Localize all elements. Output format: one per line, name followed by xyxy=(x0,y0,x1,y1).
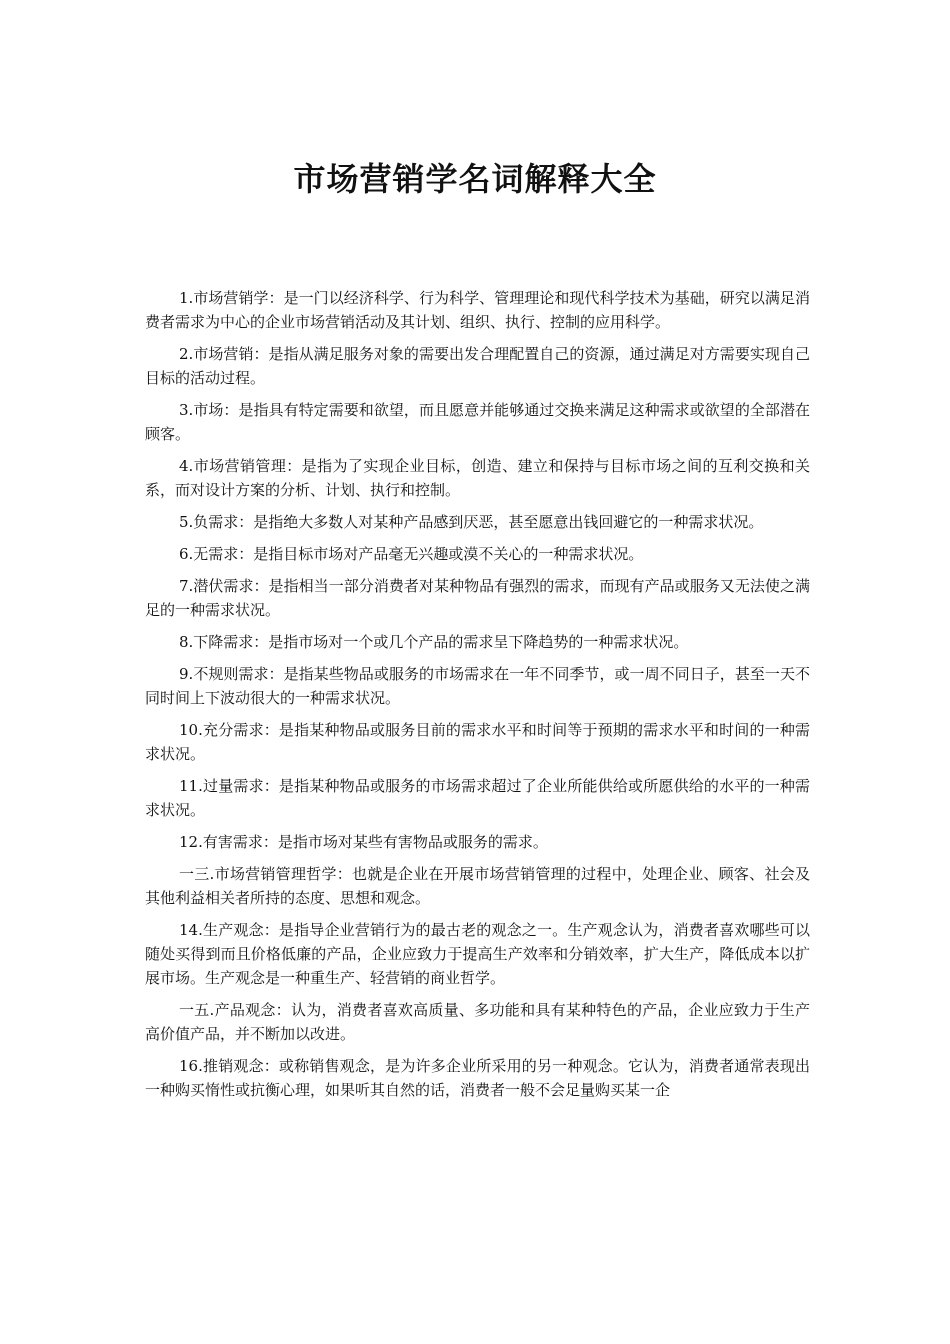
paragraph-6: 6.无需求：是指目标市场对产品毫无兴趣或漠不关心的一种需求状况。 xyxy=(179,545,644,563)
paragraph-12: 12.有害需求：是指市场对某些有害物品或服务的需求。 xyxy=(179,833,548,851)
paragraph-14: 14.生产观念：是指导企业营销行为的最古老的观念之一。生产观念认为，消费者喜欢哪些可以随处买得到而且价格低廉的产品，企业应致力于提高生产效率和分销效率，扩大生产，降低成本以扩展市场。生产观念是一种重生产、轻营销的商业哲学。 xyxy=(145,921,810,987)
paragraph-15: 一五.产品观念：认为，消费者喜欢高质量、多功能和具有某种特色的产品，企业应致力于生产高价值产品，并不断加以改进。 xyxy=(145,1001,810,1043)
paragraph-5: 5.负需求：是指绝大多数人对某种产品感到厌恶，甚至愿意出钱回避它的一种需求状况。 xyxy=(179,513,764,531)
document-body xyxy=(145,286,810,1110)
paragraph-4: 4.市场营销管理：是指为了实现企业目标，创造、建立和保持与目标市场之间的互利交换和关系，而对设计方案的分析、计划、执行和控制。 xyxy=(145,457,810,499)
paragraph-3: 3.市场：是指具有特定需要和欲望，而且愿意并能够通过交换来满足这种需求或欲望的全部潜在顾客。 xyxy=(145,401,810,443)
paragraph-8: 8.下降需求：是指市场对一个或几个产品的需求呈下降趋势的一种需求状况。 xyxy=(179,633,689,651)
paragraph-16: 16.推销观念：或称销售观念，是为许多企业所采用的另一种观念。它认为，消费者通常表现出一种购买惰性或抗衡心理，如果听其自然的话，消费者一般不会足量购买某一企 xyxy=(145,1057,810,1099)
paragraph-11: 11.过量需求：是指某种物品或服务的市场需求超过了企业所能供给或所愿供给的水平的一种需求状况。 xyxy=(145,777,810,819)
paragraph-7: 7.潜伏需求：是指相当一部分消费者对某种物品有强烈的需求，而现有产品或服务又无法使之满足的一种需求状况。 xyxy=(145,577,810,619)
paragraph-2: 2.市场营销：是指从满足服务对象的需要出发合理配置自己的资源，通过满足对方需要实现自己目标的活动过程。 xyxy=(145,345,810,387)
paragraph-13: 一三.市场营销管理哲学：也就是企业在开展市场营销管理的过程中，处理企业、顾客、社会及其他利益相关者所持的态度、思想和观念。 xyxy=(145,865,810,907)
paragraph-1: 1.市场营销学：是一门以经济科学、行为科学、管理理论和现代科学技术为基础，研究以满足消费者需求为中心的企业市场营销活动及其计划、组织、执行、控制的应用科学。 xyxy=(145,289,810,331)
paragraph-10: 10.充分需求：是指某种物品或服务目前的需求水平和时间等于预期的需求水平和时间的一种需求状况。 xyxy=(145,721,810,763)
paragraph-9: 9.不规则需求：是指某些物品或服务的市场需求在一年不同季节，或一周不同日子，甚至一天不同时间上下波动很大的一种需求状况。 xyxy=(145,665,810,707)
document-title: 市场营销学名词解释大全 xyxy=(293,160,657,198)
